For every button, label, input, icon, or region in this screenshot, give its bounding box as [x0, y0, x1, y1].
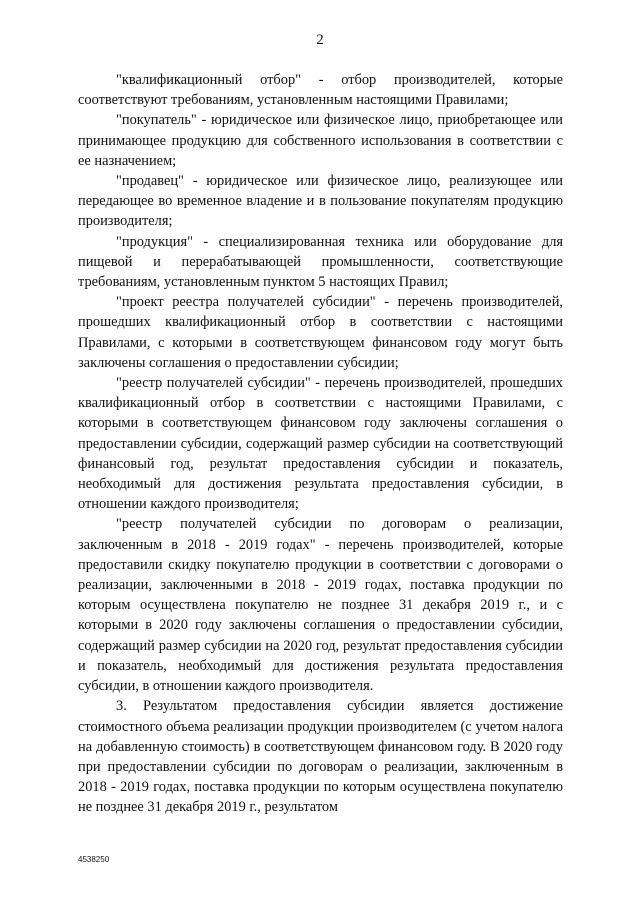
page-number: 2	[316, 32, 324, 48]
definition-qualification-selection: "квалификационный отбор" - отбор производителей, которые соответствуют требованиям, установленным настоящими Правилами;	[78, 72, 563, 109]
definition-buyer: "покупатель" - юридическое или физическое лицо, приобретающее или принимающее продукцию для собственного использования в соответствии с ее назначением;	[78, 112, 563, 169]
definition-draft-register: "проект реестра получателей субсидии" - перечень производителей, прошедших квалификационный отбор в соответствии с настоящими Правилами, с которыми в соответствующем финансовом году могут быть заключены соглашения о предоставлении субсидии;	[78, 294, 563, 371]
definition-seller: "продавец" - юридическое или физическое лицо, реализующее или передающее во временное владение и в пользование покупателям продукцию производителя;	[78, 173, 563, 230]
document-body	[78, 70, 563, 818]
definition-register-contracts: "реестр получателей субсидии по договорам о реализации, заключенным в 2018 - 2019 годах" - перечень производителей, которые предоставили скидку покупателю продукции в соответствии с договорами о реализации, заключенными в 2018 - 2019 годах, поставка продукции по которым осуществлена покупателю не позднее 31 декабря 2019 г., и с которыми в 2020 году заключены соглашения о предоставлении субсидии, содержащий размер субсидии на 2020 год, результат предоставления субсидии и показатель, необходимый для достижения результата предоставления субсидии, в отношении каждого производителя.	[78, 516, 563, 695]
clause-3: 3. Результатом предоставления субсидии является достижение стоимостного объема реализации продукции производителем (с учетом налога на добавленную стоимость) в соответствующем финансовом году. В 2020 году при предоставлении субсидии по договорам о реализации, заключенным в 2018 - 2019 годах, поставка продукции по которым осуществлена покупателю не позднее 31 декабря 2019 г., результатом	[78, 698, 563, 816]
document-id: 4538250	[78, 855, 110, 864]
definition-register: "реестр получателей субсидии" - перечень производителей, прошедших квалификационный отбор в соответствии с настоящими Правилами, с которыми в соответствующем финансовом году заключены соглашения о предоставлении субсидии, содержащий размер субсидии на соответствующий финансовый год, результат предоставления субсидии и показатель, необходимый для достижения результата предоставления субсидии, в отношении каждого производителя;	[78, 375, 563, 513]
definition-product: "продукция" - специализированная техника или оборудование для пищевой и перерабатывающей промышленности, соответствующие требованиям, установленным пунктом 5 настоящих Правил;	[78, 233, 563, 291]
